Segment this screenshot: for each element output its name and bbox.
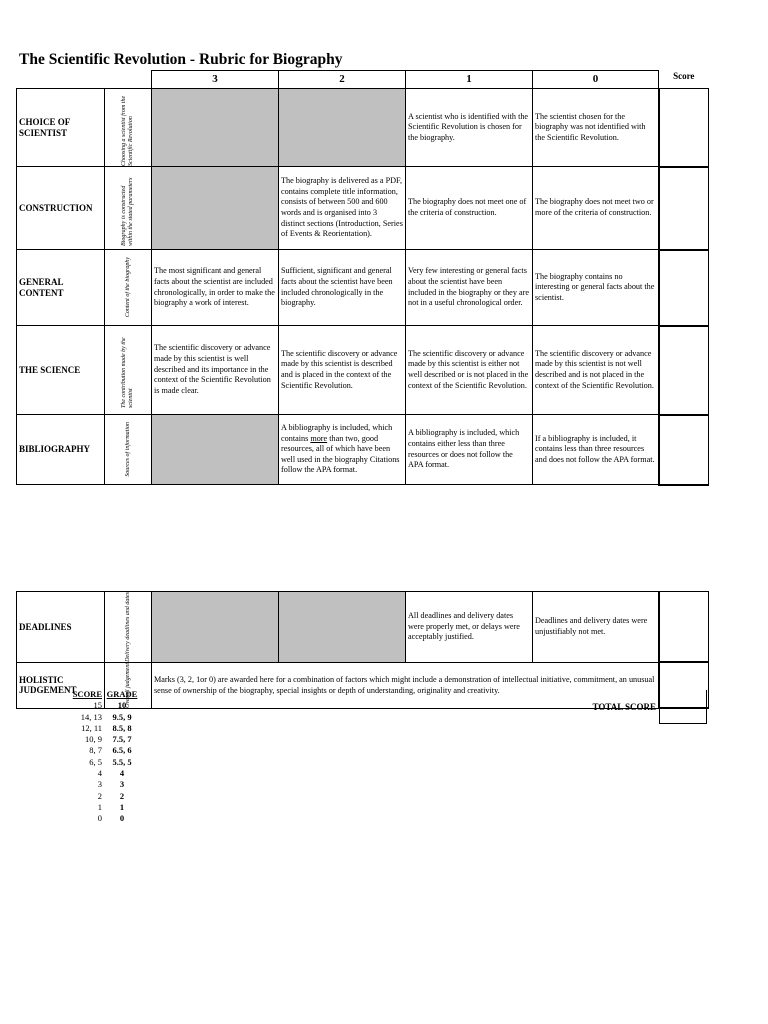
grade-table-row: 0 0 <box>97 813 125 824</box>
column-header-1: 1 <box>406 71 533 89</box>
grade-table-row: 2 2 <box>97 790 125 801</box>
grade-table-row: 6, 5 5.5, 5 <box>89 756 132 767</box>
grade-table-row: 1 1 <box>97 801 125 812</box>
cell-3-empty <box>152 167 279 250</box>
grade-table-row: 15 10 <box>93 700 127 711</box>
rubric-row-science <box>17 326 709 415</box>
criterion-description: Content of the biography <box>105 250 152 326</box>
cell-0: If a bibliography is included, it contains less than three resources and does not follow the APA format. <box>533 415 659 485</box>
cell-1: A bibliography is included, which contains either less than three resources or does not follow the APA format. <box>406 415 533 485</box>
cell-2: The biography is delivered as a PDF, contains complete title information, consists of between 500 and 600 words and is organised into 3 distinct sections (Introduction, Series of Events & Reorientation). <box>279 167 406 250</box>
column-header-2: 2 <box>279 71 406 89</box>
criterion-description: Sources of information <box>105 415 152 485</box>
score-cell[interactable] <box>659 167 709 250</box>
cell-1: The scientific discovery or advance made by this scientist is either not well described or is not placed in the context of the Scientific Revolution. <box>406 326 533 415</box>
cell-0: Deadlines and delivery dates were unjustifiably not met. <box>533 592 659 663</box>
cell-1: All deadlines and delivery dates were properly met, or delays were acceptably justified. <box>406 592 533 663</box>
grade-table-row: 12, 11 8.5, 8 <box>81 722 132 733</box>
criterion-description: The contribution made by the scientist <box>105 326 152 415</box>
criterion-label: THE SCIENCE <box>17 326 105 415</box>
criterion-description: Biography is constructed within the stated parameters <box>105 167 152 250</box>
score-header: Score <box>673 70 695 81</box>
grade-table-row: 10, 9 7.5, 7 <box>85 734 132 745</box>
grade-column-header: GRADE <box>106 689 138 699</box>
rubric-table <box>16 70 709 486</box>
cell-0: The biography contains no interesting or general facts about the scientist. <box>533 250 659 326</box>
total-score-label: TOTAL SCORE <box>592 702 656 712</box>
cell-0: The scientist chosen for the biography was not identified with the Scientific Revolution. <box>533 89 659 167</box>
cell-3: The most significant and general facts about the scientist are included chronologically, in order to make the biography a work of interest. <box>152 250 279 326</box>
cell-3: The scientific discovery or advance made by this scientist is well described and its importance in the context of the Scientific Revolution is made clear. <box>152 326 279 415</box>
grade-table-row: 8, 7 6.5, 6 <box>89 745 132 756</box>
criterion-label: HOLISTIC JUDGEMENT <box>17 662 105 708</box>
page-title: The Scientific Revolution - Rubric for Biography <box>19 51 343 68</box>
criterion-label: CONSTRUCTION <box>17 167 105 250</box>
rubric-row-general-content <box>17 250 709 326</box>
score-cell[interactable] <box>659 89 709 167</box>
criterion-description: Choosing a scientist from the Scientific Revolution <box>105 89 152 167</box>
total-score-cell[interactable] <box>659 690 707 724</box>
cell-2-empty <box>279 89 406 167</box>
grade-conversion-table <box>58 689 142 825</box>
column-header-0: 0 <box>533 71 659 89</box>
holistic-description: Marks (3, 2, 1or 0) are awarded here for a combination of factors which might include a demonstration of intellectual initiative, commitment, an unusual sense of ownership of the biography, special insights or depth of understanding, originality and creativity. <box>152 662 659 708</box>
score-column-header: SCORE <box>72 689 102 699</box>
grade-table-row: 3 3 <box>97 779 125 790</box>
score-cell[interactable] <box>659 250 709 326</box>
criterion-label: GENERAL CONTENT <box>17 250 105 326</box>
rubric-row-bibliography <box>17 415 709 485</box>
grade-table-row: 4 4 <box>97 768 125 779</box>
score-cell[interactable] <box>659 326 709 415</box>
cell-3-empty <box>152 415 279 485</box>
score-cell[interactable] <box>659 415 709 485</box>
grade-table-row: 14, 13 9.5, 9 <box>80 711 132 722</box>
cell-1: Very few interesting or general facts about the scientist have been included in the biography or they are not in a useful chronological order. <box>406 250 533 326</box>
cell-3-empty <box>152 89 279 167</box>
criterion-label: BIBLIOGRAPHY <box>17 415 105 485</box>
grade-table-header <box>58 689 142 700</box>
cell-2: The scientific discovery or advance made by this scientist is described and is placed in the context of the Scientific Revolution. <box>279 326 406 415</box>
cell-1: The biography does not meet one of the criteria of construction. <box>406 167 533 250</box>
header-row <box>17 71 709 89</box>
rubric-row-deadlines <box>17 592 709 663</box>
cell-3-empty <box>152 592 279 663</box>
criterion-description: Overall judgement <box>105 662 152 708</box>
cell-0: The biography does not meet two or more of the criteria of construction. <box>533 167 659 250</box>
column-header-3: 3 <box>152 71 279 89</box>
cell-2: Sufficient, significant and general facts about the scientist have been included chronologically in the biography. <box>279 250 406 326</box>
cell-1: A scientist who is identified with the Scientific Revolution is chosen for the biography. <box>406 89 533 167</box>
score-cell[interactable] <box>659 592 709 663</box>
cell-2-empty <box>279 592 406 663</box>
criterion-description: Delivery deadlines and dates <box>105 592 152 663</box>
criterion-label: DEADLINES <box>17 592 105 663</box>
criterion-label: CHOICE OF SCIENTIST <box>17 89 105 167</box>
cell-2: A bibliography is included, which contains more than two, good resources, all of which have been well used in the biography Citations follow the APA format. <box>279 415 406 485</box>
cell-0: The scientific discovery or advance made by this scientist is not well described and is not placed in the context of the Scientific Revolution. <box>533 326 659 415</box>
rubric-row-choice <box>17 89 709 167</box>
rubric-row-construction <box>17 167 709 250</box>
